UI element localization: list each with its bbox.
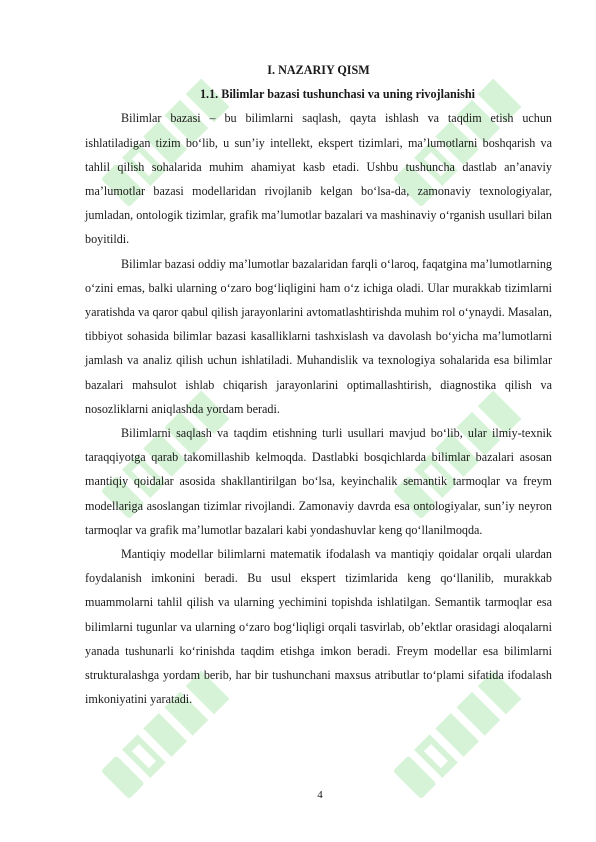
body-paragraph: Bilimlarni saqlash va taqdim etishning turli usullari mavjud bo‘lib, ular ilmiy-texnik taraqqiyotga qarab takomillashib kelmoqda. Dastlabki bosqichlarda bilimlar bazalari asosan mantiqiy qoidalar asosida shakllantirilgan bo‘lsa, keyinchalik semantik tarmoqlar va freym modellariga asoslangan tizimlar rivojlandi. Zamonaviy davrda esa ontologiyalar, sun’iy neyron tarmoqlar va grafik ma’lumotlar bazalari kabi yondashuvlar keng qo‘llanilmoqda.: [85, 426, 552, 537]
document-body: [85, 58, 552, 711]
body-paragraph: Bilimlar bazasi oddiy ma’lumotlar bazalaridan farqli o‘laroq, faqatgina ma’lumotlarning o‘zini emas, balki ularning o‘zaro bog‘liqligini ham o‘z ichiga oladi. Ular murakkab tizimlarni yaratishda va qaror qabul qilish jarayonlarini avtomatlashtirishda muhim rol o‘ynaydi. Masalan, tibbiyot sohasida bilimlar bazasi kasalliklarni tashxislash va davolash bo‘yicha ma’lumotlarni jamlash va analiz qilish uchun ishlatiladi. Muhandislik va texnologiya sohalarida esa bilimlar bazalari mahsulot ishlab chiqarish jarayonlarini optimallashtirish, diagnostika qilish va nosozliklarni aniqlashda yordam beradi.: [85, 256, 552, 416]
body-paragraph: Bilimlar bazasi – bu bilimlarni saqlash, qayta ishlash va taqdim etish uchun ishlatiladigan tizim bo‘lib, u sun’iy intellekt, ekspert tizimlari, ma’lumotlarni boshqarish va tahlil qilish sohalarida muhim ahamiyat kasb etadi. Ushbu tushuncha dastlab an’anaviy ma’lumotlar bazasi modellaridan rivojlanib kelgan bo‘lsa-da, zamonaviy texnologiyalar, jumladan, ontologik tizimlar, grafik ma’lumotlar bazalari va mashinaviy o‘rganish usullari bilan boyitildi.: [85, 111, 552, 247]
body-paragraph: Mantiqiy modellar bilimlarni matematik ifodalash va mantiqiy qoidalar orqali ulardan foydalanish imkonini beradi. Bu usul ekspert tizimlarida keng qo‘llanilib, murakkab muammolarni tahlil qilish va ularning yechimini topishda ishlatilgan. Semantik tarmoqlar esa bilimlarni tugunlar va ularning o‘zaro bog‘liqligi orqali tasvirlab, ob’ektlar orasidagi aloqalarni yanada tushunarli ko‘rinishda taqdim etishga imkon beradi. Freym modellar esa bilimlarni strukturalashga yordam berib, har bir tushunchani maxsus atributlar to‘plami sifatida ifodalash imkoniyatini yaratadi.: [85, 547, 552, 707]
subsection-heading: 1.1. Bilimlar bazasi tushunchasi va uning rivojlanishi: [199, 87, 476, 102]
page-number: 4: [317, 789, 323, 801]
section-heading: I. NAZARIY QISM: [267, 63, 370, 77]
